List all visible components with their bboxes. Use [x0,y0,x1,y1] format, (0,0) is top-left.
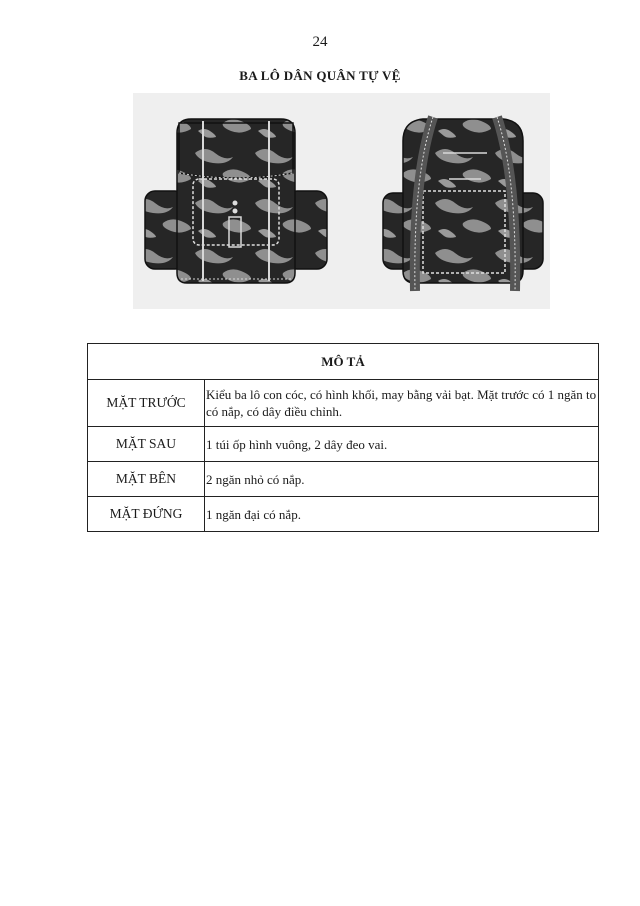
page-number: 24 [312,34,328,50]
table-row [88,427,599,462]
back-view-drawing [383,117,543,291]
table-row [88,497,599,532]
row-value-side: 2 ngăn nhỏ có nắp. [205,462,599,497]
row-label-back: MẶT SAU [88,427,205,462]
description-table [87,343,599,532]
backpack-illustration [133,93,550,309]
row-label-front: MẶT TRƯỚC [88,380,205,427]
row-value-standing: 1 ngăn đại có nắp. [205,497,599,532]
row-value-back: 1 túi ốp hình vuông, 2 dây đeo vai. [205,427,599,462]
front-view-drawing [145,119,327,283]
row-label-side: MẶT BÊN [88,462,205,497]
table-header: MÔ TẢ [88,344,599,380]
table-row [88,462,599,497]
document-title: BA LÔ DÂN QUÂN TỰ VỆ [239,68,401,83]
row-label-standing: MẶT ĐỨNG [88,497,205,532]
table-row [88,380,599,427]
row-value-front: Kiểu ba lô con cóc, có hình khối, may bằng vải bạt. Mặt trước có 1 ngăn to có nắp, có dây điều chỉnh. [205,380,599,427]
